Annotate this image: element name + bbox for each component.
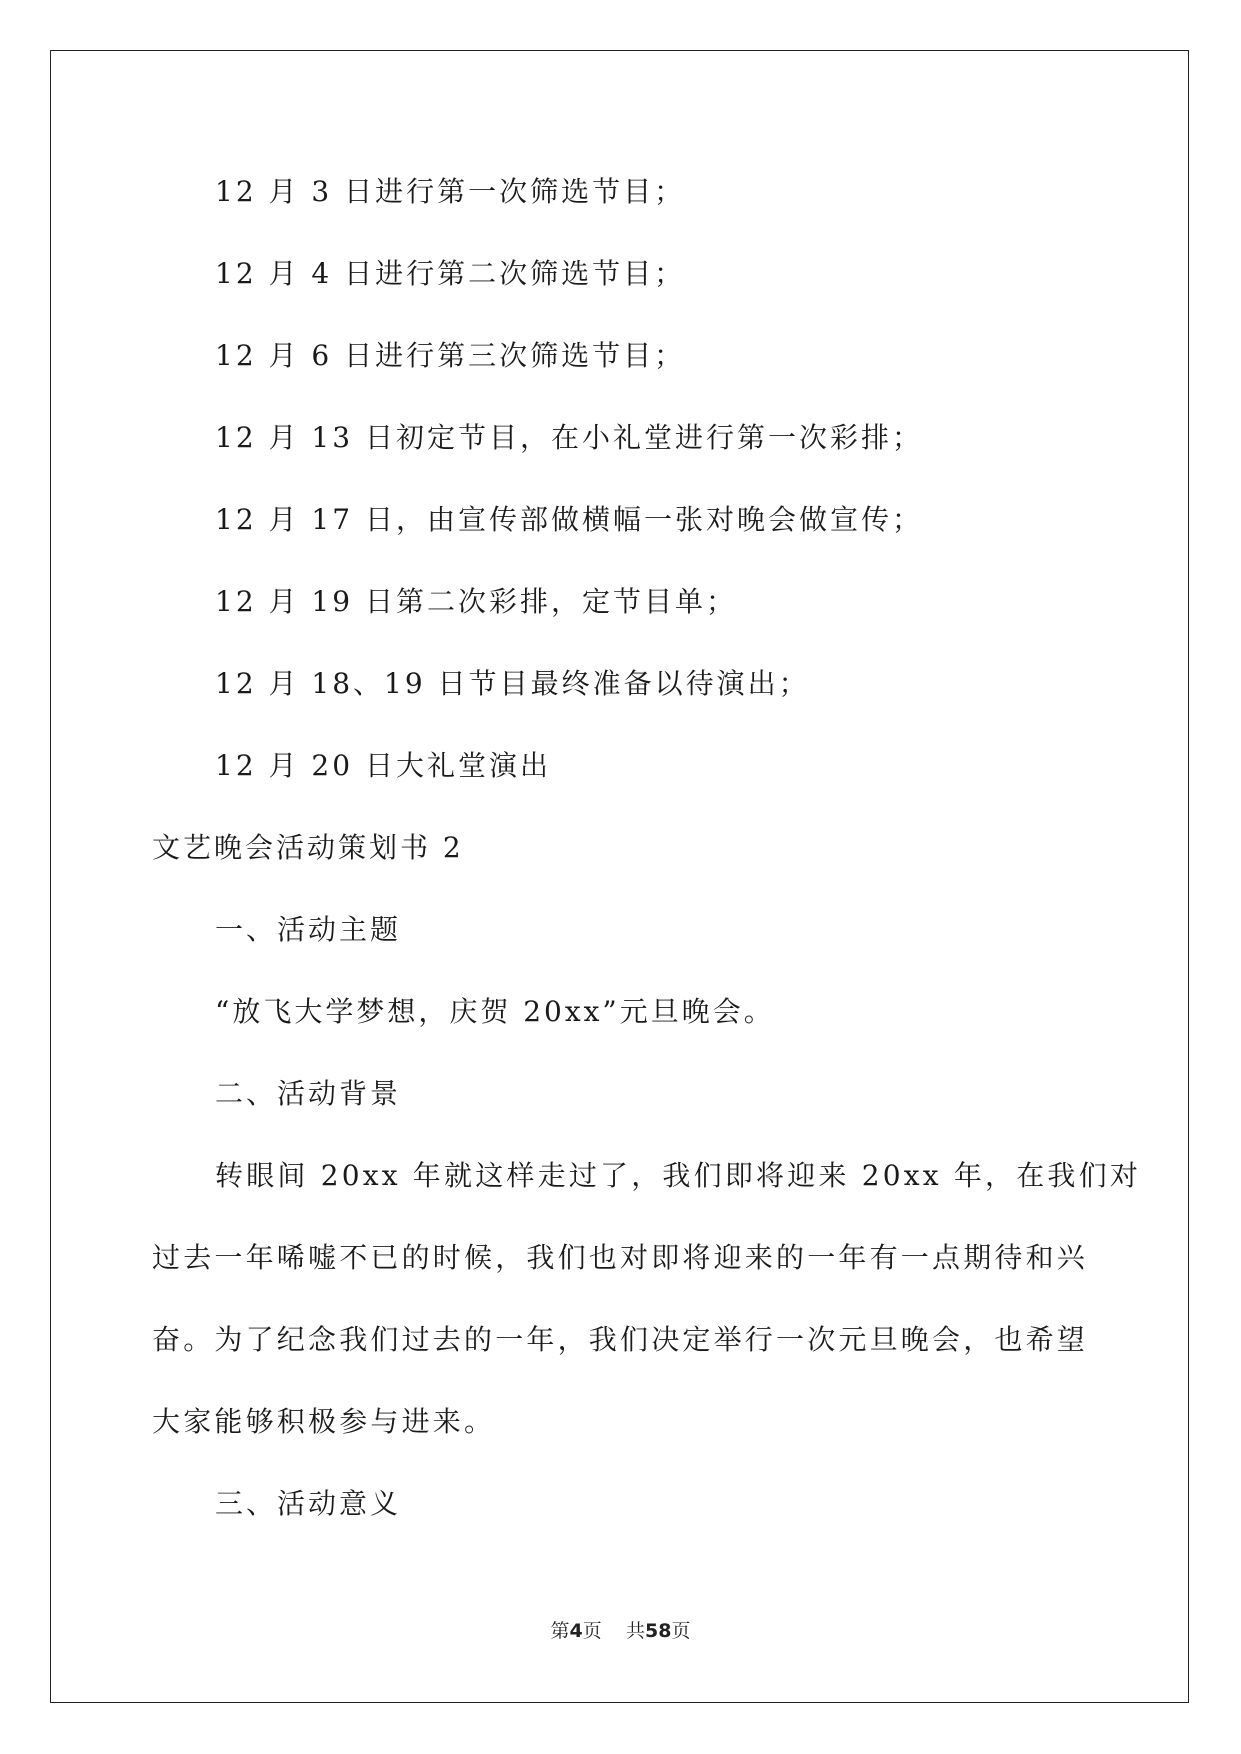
schedule-item: 12 月 20 日大礼堂演出 [215, 749, 551, 782]
background-paragraph-line: 过去一年唏嘘不已的时候，我们也对即将迎来的一年有一点期待和兴 [152, 1241, 1089, 1274]
schedule-item: 12 月 13 日初定节目，在小礼堂进行第一次彩排； [215, 421, 923, 454]
section-title: 文艺晚会活动策划书 2 [152, 831, 464, 864]
footer-total-pages: 58 [644, 1620, 672, 1642]
schedule-item: 12 月 18、19 日节目最终准备以待演出； [215, 667, 810, 700]
theme-heading: 一、活动主题 [215, 913, 402, 946]
footer-page-number: 4 [569, 1620, 583, 1642]
background-paragraph-line: 大家能够积极参与进来。 [152, 1405, 496, 1438]
schedule-item: 12 月 3 日进行第一次筛选节目； [215, 175, 686, 208]
theme-text: “放飞大学梦想，庆贺 20xx”元旦晚会。 [215, 995, 775, 1028]
footer-prefix: 第 [550, 1620, 570, 1642]
schedule-item: 12 月 19 日第二次彩排，定节目单； [215, 585, 737, 618]
background-paragraph-line: 转眼间 20xx 年就这样走过了，我们即将迎来 20xx 年，在我们对 [215, 1159, 1142, 1192]
footer-total-suffix: 页 [671, 1620, 691, 1642]
schedule-item: 12 月 4 日进行第二次筛选节目； [215, 257, 686, 290]
schedule-item: 12 月 6 日进行第三次筛选节目； [215, 339, 686, 372]
footer-total-prefix: 共 [625, 1620, 645, 1642]
footer-page-suffix: 页 [582, 1620, 602, 1642]
page-footer [0, 1616, 1241, 1643]
meaning-heading: 三、活动意义 [215, 1487, 402, 1520]
background-heading: 二、活动背景 [215, 1077, 402, 1110]
background-paragraph-line: 奋。为了纪念我们过去的一年，我们决定举行一次元旦晚会，也希望 [152, 1323, 1089, 1356]
schedule-item: 12 月 17 日，由宣传部做横幅一张对晚会做宣传； [215, 503, 923, 536]
document-body [152, 170, 1142, 1564]
